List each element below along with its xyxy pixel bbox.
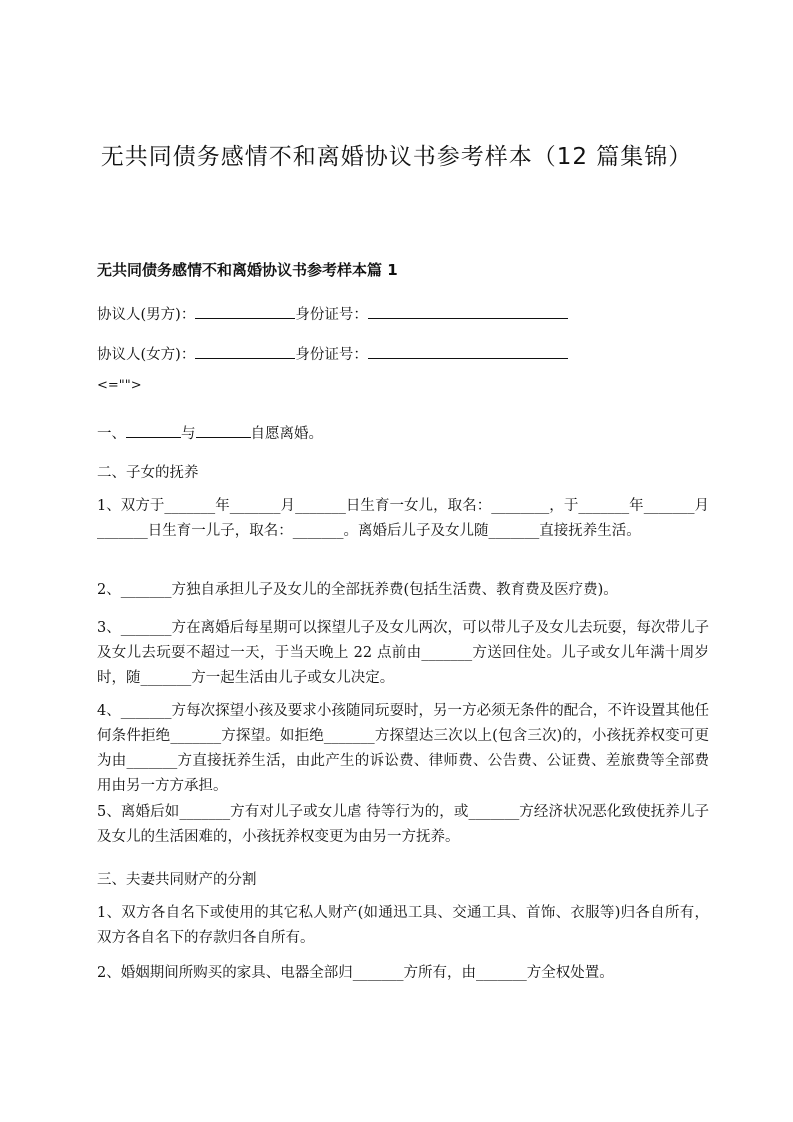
- paragraph-3-1: 1、双方各自名下或使用的其它私人财产(如通迅工具、交通工具、首饰、衣服等)归各自所有，双方各自名下的存款归各自所有。: [97, 905, 709, 946]
- paragraph-2-2: 2、_______方独自承担儿子及女儿的全部抚养费(包括生活费、教育费及医疗费)。: [97, 582, 618, 598]
- clause-1-blank-b: [196, 422, 251, 438]
- paragraph-2-4: 4、_______方每次探望小孩及要求小孩随同玩耍时，另一方必须无条件的配合，不许设置其他任何条件拒绝_______方探望。如拒绝_______方探望达三次以上(包含三次)的，小孩抚养权变可更为由_______方直接抚养生活，由此产生的诉讼费、律师费、公告费、公证费、差旅费等全部费用由另一方方承担。: [97, 703, 709, 794]
- clause-1: [97, 422, 323, 443]
- section-2-heading: 二、子女的抚养: [97, 465, 199, 481]
- female-id-blank: [368, 343, 568, 359]
- paragraph-2-1: 1、双方于_______年_______月_______日生育一女儿，取名：________，于_______年_______月_______日生育一儿子，取名：_______。离婚后儿子及女儿随_______直接抚养生活。: [97, 498, 709, 539]
- document-title: 无共同债务感情不和离婚协议书参考样本（12 篇集锦）: [100, 144, 693, 170]
- female-id-label: 身份证号：: [295, 347, 368, 363]
- female-name-blank: [195, 343, 295, 359]
- paragraph-2-3: 3、_______方在离婚后每星期可以探望儿子及女儿两次，可以带儿子及女儿去玩耍，每次带儿子及女儿去玩耍不超过一天，于当天晚上 22 点前由_______方送回住处。儿子或女儿年满十周岁时，随_______方一起生活由儿子或女儿决定。: [97, 620, 709, 686]
- paragraph-2-5: 5、离婚后如_______方有对儿子或女儿虐 待等行为的，或_______方经济状况恶化致使抚养儿子及女儿的生活困难的，小孩抚养权变更为由另一方抚养。: [97, 804, 709, 845]
- clause-1-mid: 与: [181, 426, 196, 442]
- male-id-label: 身份证号：: [295, 307, 368, 323]
- paragraph-3-2: 2、婚姻期间所购买的家具、电器全部归_______方所有，由_______方全权处置。: [97, 965, 614, 981]
- male-party-line: [97, 303, 568, 324]
- section-heading: 无共同债务感情不和离婚协议书参考样本篇 1: [97, 261, 398, 279]
- male-name-blank: [195, 303, 295, 319]
- female-party-label: 协议人(女方)：: [97, 347, 196, 363]
- male-id-blank: [368, 303, 568, 319]
- odd-markup-line: <="">: [97, 378, 142, 393]
- clause-1-blank-a: [126, 422, 181, 438]
- male-party-label: 协议人(男方)：: [97, 307, 196, 323]
- clause-1-prefix: 一、: [97, 426, 126, 442]
- female-party-line: [97, 343, 568, 364]
- clause-1-suffix: 自愿离婚。: [250, 426, 323, 442]
- section-3-heading: 三、夫妻共同财产的分割: [97, 872, 257, 888]
